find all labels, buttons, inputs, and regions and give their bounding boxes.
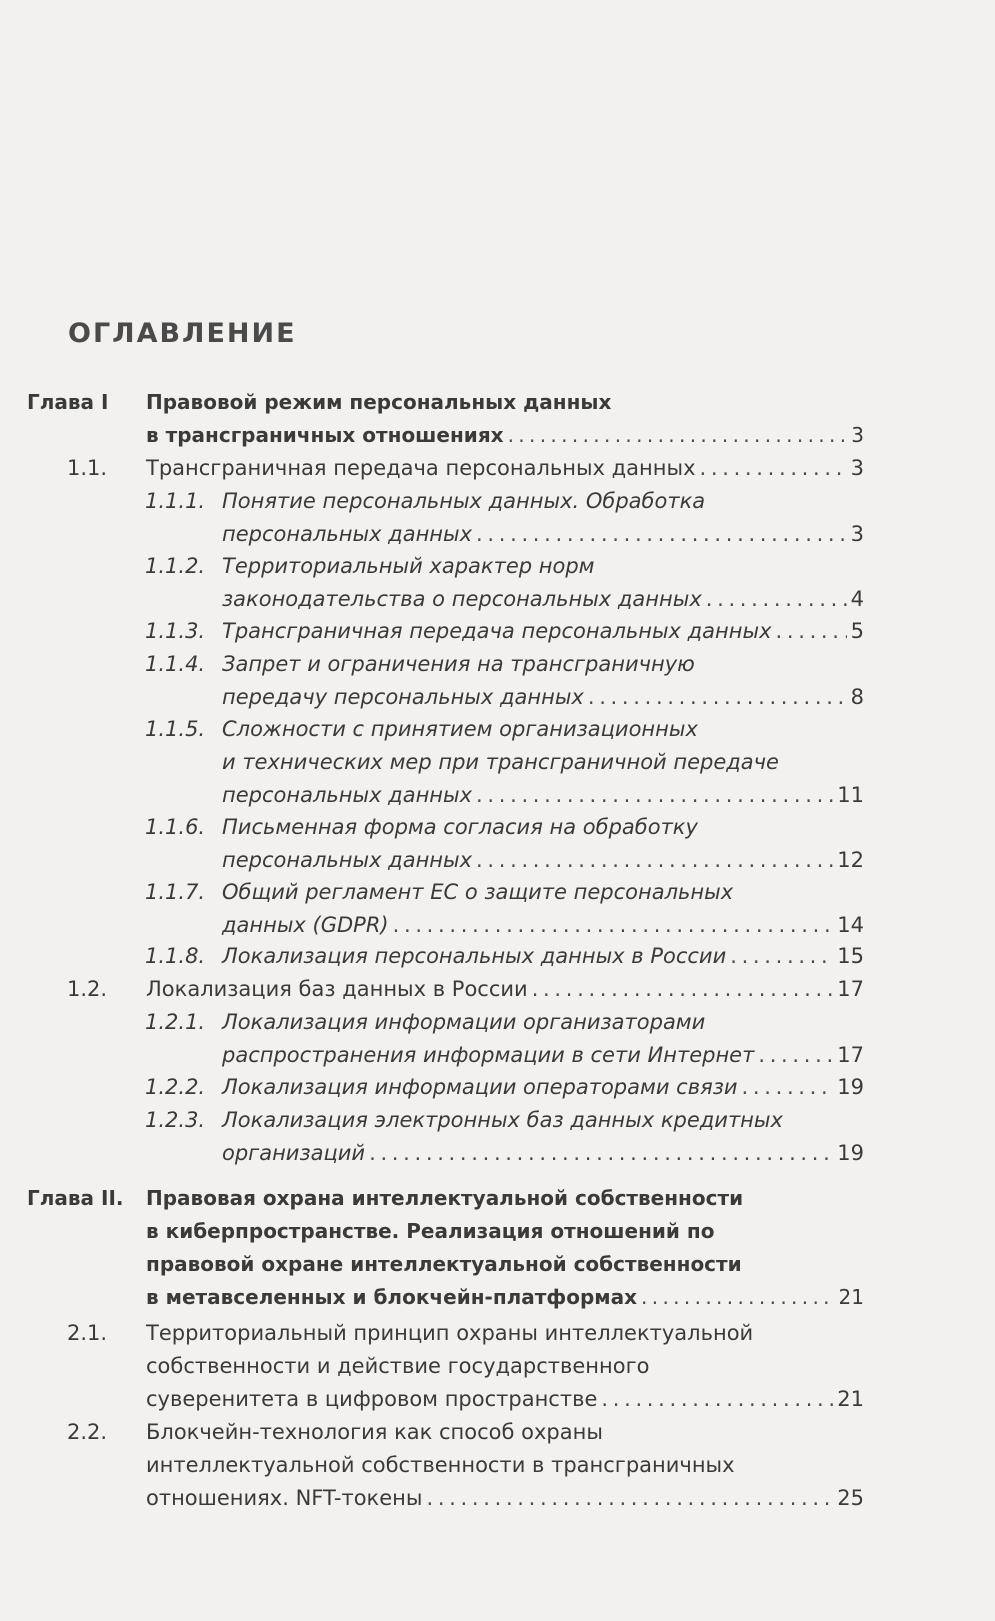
page-number: 21: [837, 1387, 864, 1411]
toc-entry-leader-row: [222, 909, 864, 942]
toc-entry-title-line: Запрет и ограничения на трансграничную: [222, 652, 695, 676]
toc-entry-leader-row: [222, 518, 864, 551]
toc-entry-number: 1.1.5.: [145, 717, 206, 741]
toc-entry-title-line: персональных данных: [222, 522, 473, 546]
toc-entry-title-line: Локализация информации организаторами: [222, 1010, 706, 1034]
page-number: 12: [837, 848, 864, 872]
toc-entry-title-line: в трансграничных отношениях: [146, 423, 504, 447]
dot-leader: [601, 1383, 833, 1416]
toc-entry-title-line: интеллектуальной собственности в трансграничных: [146, 1453, 735, 1477]
toc-entry-title-line: организаций: [222, 1141, 366, 1165]
toc-entry-number: 1.2.3.: [145, 1108, 206, 1132]
toc-entry-title-line: Локализация персональных данных в России: [222, 944, 727, 968]
toc-entry-number: 2.1.: [67, 1321, 108, 1345]
toc-entry-title-line: Понятие персональных данных. Обработка: [222, 489, 706, 513]
toc-entry-title-line: Локализация электронных баз данных кредитных: [222, 1108, 783, 1132]
page-number: 15: [837, 944, 864, 968]
page-number: 19: [837, 1141, 864, 1165]
page-number: 14: [837, 913, 864, 937]
toc-entry-title-line: Письменная форма согласия на обработку: [222, 815, 698, 839]
toc-entry-number: 2.2.: [67, 1420, 108, 1444]
toc-entry-leader-row: [222, 779, 864, 812]
dot-leader: [393, 909, 834, 942]
toc-entry-title-line: Локализация баз данных в России: [146, 977, 528, 1001]
toc-entry-title: [222, 1006, 864, 1072]
toc-entry-leader-row: [146, 419, 864, 452]
toc-entry-title: [222, 940, 864, 973]
dot-leader: [641, 1281, 835, 1314]
toc-entry-title-line: собственности и действие государственного: [146, 1354, 650, 1378]
toc-entry-number: 1.2.1.: [145, 1010, 206, 1034]
page-number: 11: [837, 783, 864, 807]
toc-entry-title: [222, 811, 864, 877]
toc-entry-title-line: данных (GDPR): [222, 913, 389, 937]
toc-entry-title-line: Локализация информации операторами связи: [222, 1075, 738, 1099]
toc-entry-leader-row: [222, 1137, 864, 1170]
toc-entry-title: [222, 713, 864, 812]
toc-entry-title-line: распространения информации в сети Интернет: [222, 1043, 755, 1067]
toc-entry-title-line: отношениях. NFT-токены: [146, 1486, 423, 1510]
dot-leader: [706, 583, 847, 616]
toc-entry-leader-row: [146, 452, 864, 485]
toc-entry-title-line: в киберпространстве. Реализация отношений по: [146, 1219, 715, 1243]
page-number: 25: [837, 1486, 864, 1510]
dot-leader: [426, 1482, 833, 1515]
dot-leader: [742, 1071, 834, 1104]
toc-entry-title: [146, 1182, 864, 1314]
toc-entry-title-line: правовой охране интеллектуальной собственности: [146, 1252, 742, 1276]
toc-entry-title-line: суверенитета в цифровом пространстве: [146, 1387, 598, 1411]
toc-entry-title-line: Территориальный характер норм: [222, 554, 595, 578]
toc-entry-title-line: законодательства о персональных данных: [222, 587, 702, 611]
page-number: 3: [850, 456, 864, 480]
toc-entry-title: [146, 386, 864, 452]
dot-leader: [532, 973, 834, 1006]
page-number: 21: [838, 1285, 864, 1309]
toc-entry-title-line: Сложности с принятием организационных: [222, 717, 698, 741]
toc-entry-number: 1.1.4.: [145, 652, 206, 676]
toc-entry-title: [146, 452, 864, 485]
page-number: 17: [837, 977, 864, 1001]
toc-entry-leader-row: [146, 1281, 864, 1314]
toc-entry-title-line: Правовая охрана интеллектуальной собственности: [146, 1186, 744, 1210]
toc-entry-title: [222, 550, 864, 616]
toc-entry-title: [222, 485, 864, 551]
toc-entry-leader-row: [222, 1039, 864, 1072]
toc-entry-title: [146, 1416, 864, 1515]
toc-entry-title-line: Территориальный принцип охраны интеллектуальной: [146, 1321, 754, 1345]
toc-entry-leader-row: [146, 1383, 864, 1416]
toc-entry-title: [222, 648, 864, 714]
toc-entry-number: 1.1.3.: [145, 619, 206, 643]
toc-entry-title: [222, 615, 864, 648]
toc-entry-title-line: передачу персональных данных: [222, 685, 584, 709]
toc-entry-title-line: персональных данных: [222, 848, 473, 872]
dot-leader: [700, 452, 847, 485]
toc-entry-title-line: Правовой режим персональных данных: [146, 390, 612, 414]
toc-entry-number: 1.2.2.: [145, 1075, 206, 1099]
page-number: 4: [850, 587, 864, 611]
page-number: 5: [850, 619, 864, 643]
toc-entry-leader-row: [146, 1482, 864, 1515]
toc-entry-title-line: персональных данных: [222, 783, 473, 807]
dot-leader: [476, 779, 833, 812]
toc-entry-title-line: Общий регламент ЕС о защите персональных: [222, 880, 734, 904]
toc-entry-number: Глава II.: [27, 1186, 124, 1210]
toc-entry-leader-row: [146, 973, 864, 1006]
page-number: 3: [851, 423, 864, 447]
toc-entry-number: 1.1.2.: [145, 554, 206, 578]
toc-entry-number: 1.1.: [67, 456, 108, 480]
page-number: 8: [850, 685, 864, 709]
toc-entry-title-line: и технических мер при трансграничной передаче: [222, 750, 779, 774]
toc-entry-number: 1.1.7.: [145, 880, 206, 904]
page-number: 3: [850, 522, 864, 546]
toc-entry-title: [222, 876, 864, 942]
dot-leader: [476, 518, 847, 551]
page-title: ОГЛАВЛЕНИЕ: [68, 318, 297, 349]
toc-entry-title: [222, 1104, 864, 1170]
toc-entry-title-line: Трансграничная передача персональных данных: [222, 619, 772, 643]
toc-entry-leader-row: [222, 844, 864, 877]
toc-entry-title: [146, 1317, 864, 1416]
dot-leader: [588, 681, 847, 714]
dot-leader: [369, 1137, 833, 1170]
toc-entry-title-line: Трансграничная передача персональных данных: [146, 456, 696, 480]
toc-entry-leader-row: [222, 681, 864, 714]
toc-entry-number: 1.1.6.: [145, 815, 206, 839]
toc-entry-title: [222, 1071, 864, 1104]
dot-leader: [508, 419, 848, 452]
page-number: 17: [837, 1043, 864, 1067]
toc-entry-number: 1.1.1.: [145, 489, 206, 513]
dot-leader: [776, 615, 847, 648]
dot-leader: [476, 844, 833, 877]
page-number: 19: [837, 1075, 864, 1099]
toc-entry-leader-row: [222, 1071, 864, 1104]
toc-entry-number: Глава I: [27, 390, 109, 414]
toc-entry-leader-row: [222, 940, 864, 973]
toc-entry-title-line: Блокчейн-технология как способ охраны: [146, 1420, 603, 1444]
dot-leader: [758, 1039, 833, 1072]
toc-entry-leader-row: [222, 583, 864, 616]
toc-entry-number: 1.1.8.: [145, 944, 206, 968]
toc-entry-number: 1.2.: [67, 977, 108, 1001]
toc-entry-title-line: в метавселенных и блокчейн-платформах: [146, 1285, 638, 1309]
toc-entry-title: [146, 973, 864, 1006]
toc-entry-leader-row: [222, 615, 864, 648]
dot-leader: [730, 940, 833, 973]
